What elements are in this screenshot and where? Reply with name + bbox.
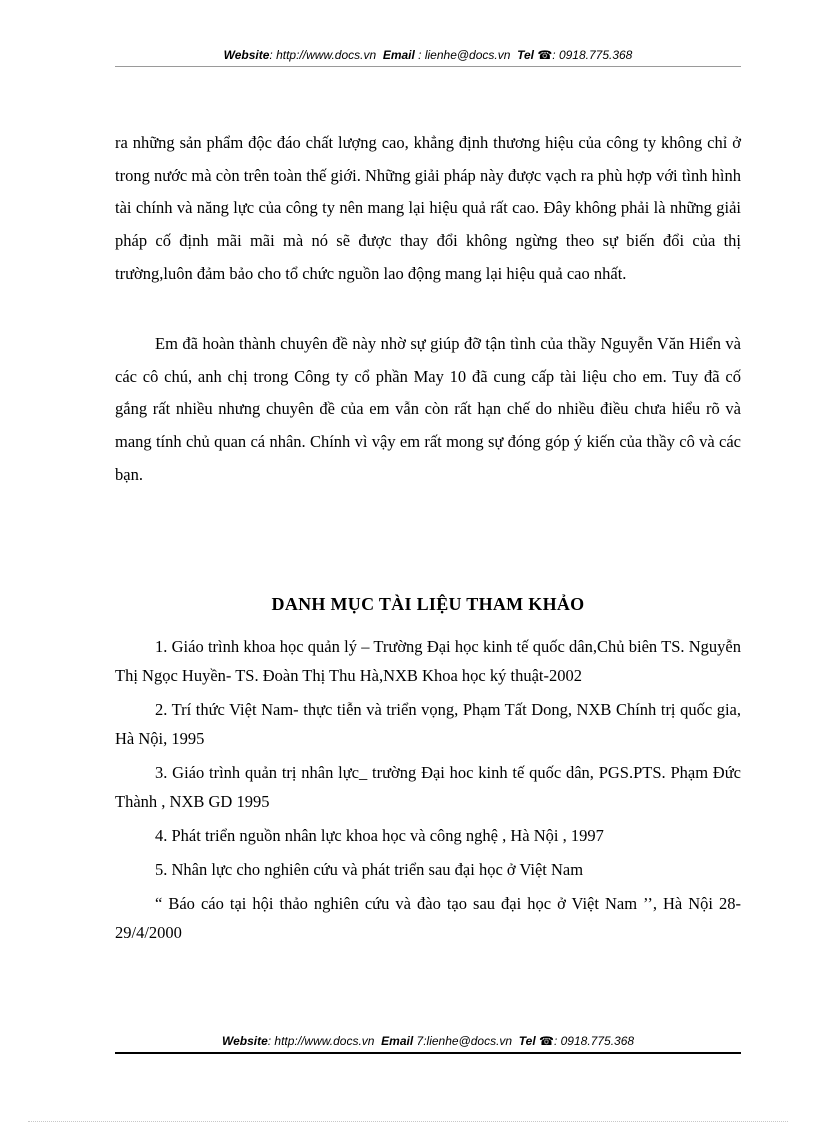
reference-item: 3. Giáo trình quản trị nhân lực_ trường Đại hoc kinh tế quốc dân, PGS.PTS. Phạm Đức Thành , NXB GD 1995 bbox=[115, 763, 741, 811]
phone-icon: ☎ bbox=[537, 48, 553, 62]
header-divider bbox=[115, 66, 741, 67]
footer-website-url[interactable]: : http://www.docs.vn bbox=[267, 1034, 375, 1048]
header-website-url[interactable]: : http://www.docs.vn bbox=[269, 48, 377, 62]
phone-icon: ☎ bbox=[539, 1034, 554, 1048]
body-paragraph-1 bbox=[115, 127, 741, 291]
footer-tel-value: : 0918.775.368 bbox=[553, 1034, 635, 1048]
references-title: DANH MỤC TÀI LIỆU THAM KHẢO bbox=[271, 594, 585, 614]
page-edge-dotted-line bbox=[28, 1121, 788, 1122]
reference-item: 2. Trí thức Việt Nam- thực tiễn và triển vọng, Phạm Tất Dong, NXB Chính trị quốc gia, Hà Nội, 1995 bbox=[115, 700, 741, 748]
footer-email-value[interactable]: :lienhe@docs.vn bbox=[423, 1034, 513, 1048]
reference-item: “ Báo cáo tại hội thảo nghiên cứu và đào tạo sau đại học ở Việt Nam ’’, Hà Nội 28-29/4/2000 bbox=[115, 894, 741, 942]
header-tel-label: Tel bbox=[517, 48, 534, 62]
paragraph-text: Em đã hoàn thành chuyên đề này nhờ sự giúp đỡ tận tình của thầy Nguyễn Văn Hiển và các cô chú, anh chị trong Công ty cổ phần May 10 đã cung cấp tài liệu cho em. Tuy đã cố gắng rất nhiều nhưng chuyên đề của em vẫn còn rất hạn chế do nhiều điều chưa hiểu rõ và mang tính chủ quan cá nhân. Chính vì vậy em rất mong sự đóng góp ý kiến của thầy cô và các bạn. bbox=[115, 334, 741, 484]
footer-divider bbox=[115, 1052, 741, 1054]
body-paragraph-2 bbox=[115, 328, 741, 492]
header-email-label: Email bbox=[382, 48, 415, 62]
header-email-value[interactable]: : lienhe@docs.vn bbox=[418, 48, 511, 62]
reference-item: 1. Giáo trình khoa học quản lý – Trường Đại học kinh tế quốc dân,Chủ biên TS. Nguyễn Thị Ngọc Huyền- TS. Đoàn Thị Thu Hà,NXB Khoa học ký thuật-2002 bbox=[115, 637, 741, 685]
reference-item: 4. Phát triển nguồn nhân lực khoa học và công nghệ , Hà Nội , 1997 bbox=[155, 826, 604, 845]
page-header bbox=[115, 48, 741, 62]
footer-website-label: Website bbox=[221, 1034, 268, 1048]
footer-tel-label: Tel bbox=[518, 1034, 536, 1048]
header-website-label: Website bbox=[223, 48, 270, 62]
footer-email-label: Email bbox=[381, 1034, 414, 1048]
paragraph-text: ra những sản phẩm độc đáo chất lượng cao, khẳng định thương hiệu của công ty không chỉ ở trong nước mà còn trên toàn thế giới. Những giải pháp này được vạch ra phù hợp với tình hình tài chính và năng lực của công ty nên mang lại hiệu quả rất cao. Đây không phải là những giải pháp cố định mãi mãi mà nó sẽ được thay đổi không ngừng theo sự biến đổi của thị trường,luôn đảm bảo cho tổ chức nguồn lao động mang lại hiệu quả cao nhất. bbox=[115, 133, 741, 283]
page-footer bbox=[115, 1034, 741, 1048]
page-number: 7 bbox=[416, 1034, 424, 1048]
reference-item: 5. Nhân lực cho nghiên cứu và phát triển sau đại học ở Việt Nam bbox=[155, 860, 584, 879]
header-tel-value: : 0918.775.368 bbox=[552, 48, 633, 62]
references-list bbox=[115, 632, 741, 952]
